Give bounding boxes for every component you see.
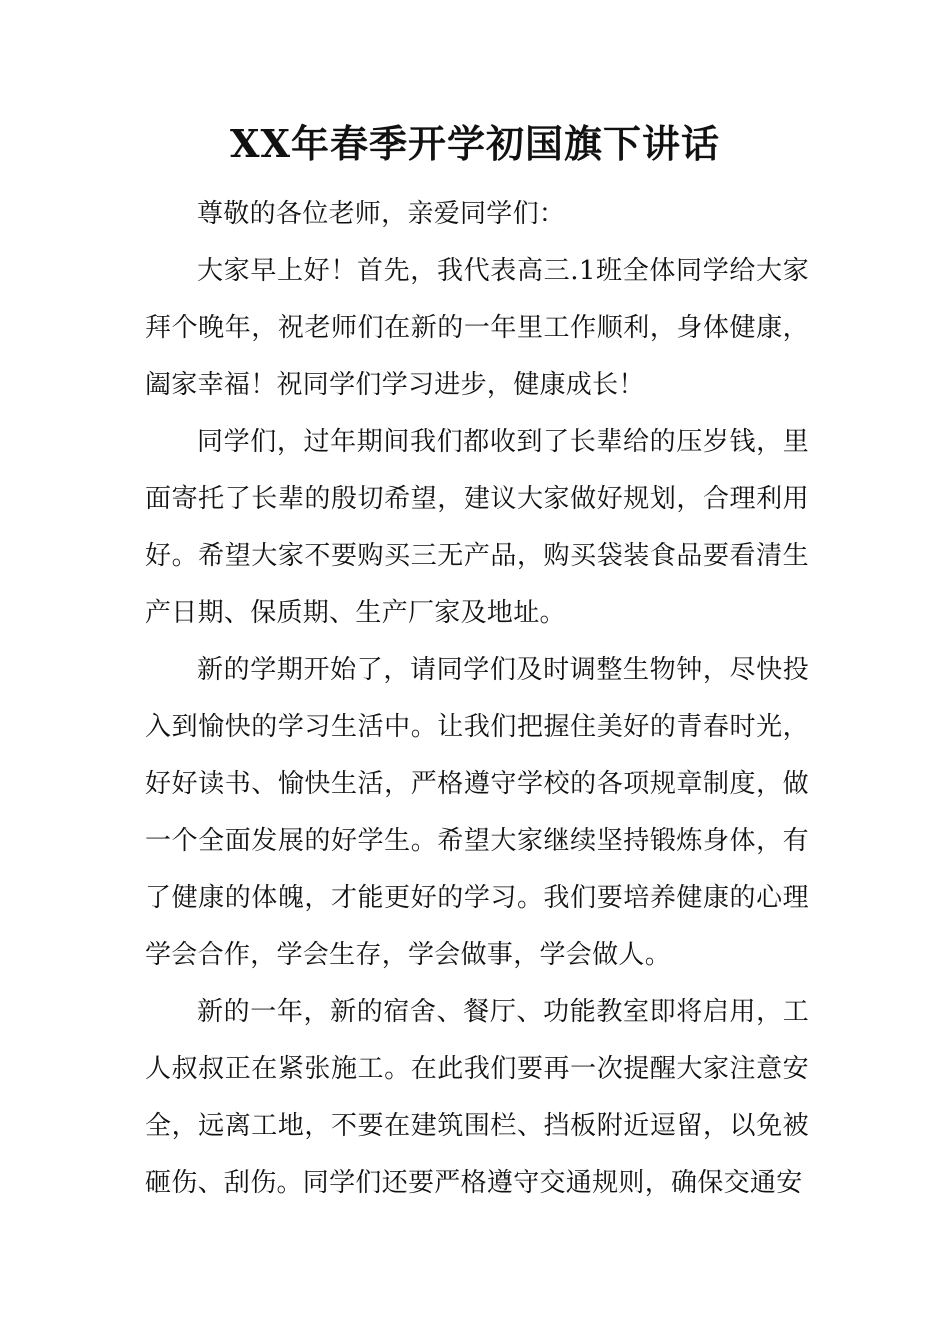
new-semester-paragraph: 新的学期开始了，请同学们及时调整生物钟，尽快投入到愉快的学习生活中。让我们把握住美好的青春时光，好好读书、愉快生活，严格遵守学校的各项规章制度，做一个全面发展的好学生。希望大家继续坚持锻炼身体，有了健康的体魄，才能更好的学习。我们要培养健康的心理学会合作，学会生存，学会做事，学会做人。 (145, 655, 809, 970)
salutation-paragraph: 尊敬的各位老师，亲爱同学们： (197, 199, 566, 229)
greeting-paragraph: 大家早上好！首先，我代表高三.1班全体同学给大家拜个晚年，祝老师们在新的一年里工作顺利，身体健康，阖家幸福！祝同学们学习进步，健康成长！ (145, 256, 809, 400)
safety-paragraph: 新的一年，新的宿舍、餐厅、功能教室即将启用，工人叔叔正在紧张施工。在此我们要再一次提醒大家注意安全，远离工地，不要在建筑围栏、挡板附近逗留，以免被砸伤、刮伤。同学们还要严格遵守交通规则，确保交通安 (145, 997, 809, 1198)
document-title: XX年春季开学初国旗下讲话 (230, 121, 720, 166)
new-year-money-paragraph: 同学们，过年期间我们都收到了长辈给的压岁钱，里面寄托了长辈的殷切希望，建议大家做好规划，合理利用好。希望大家不要购买三无产品，购买袋装食品要看清生产日期、保质期、生产厂家及地址。 (145, 427, 809, 628)
document-body (145, 186, 809, 1212)
